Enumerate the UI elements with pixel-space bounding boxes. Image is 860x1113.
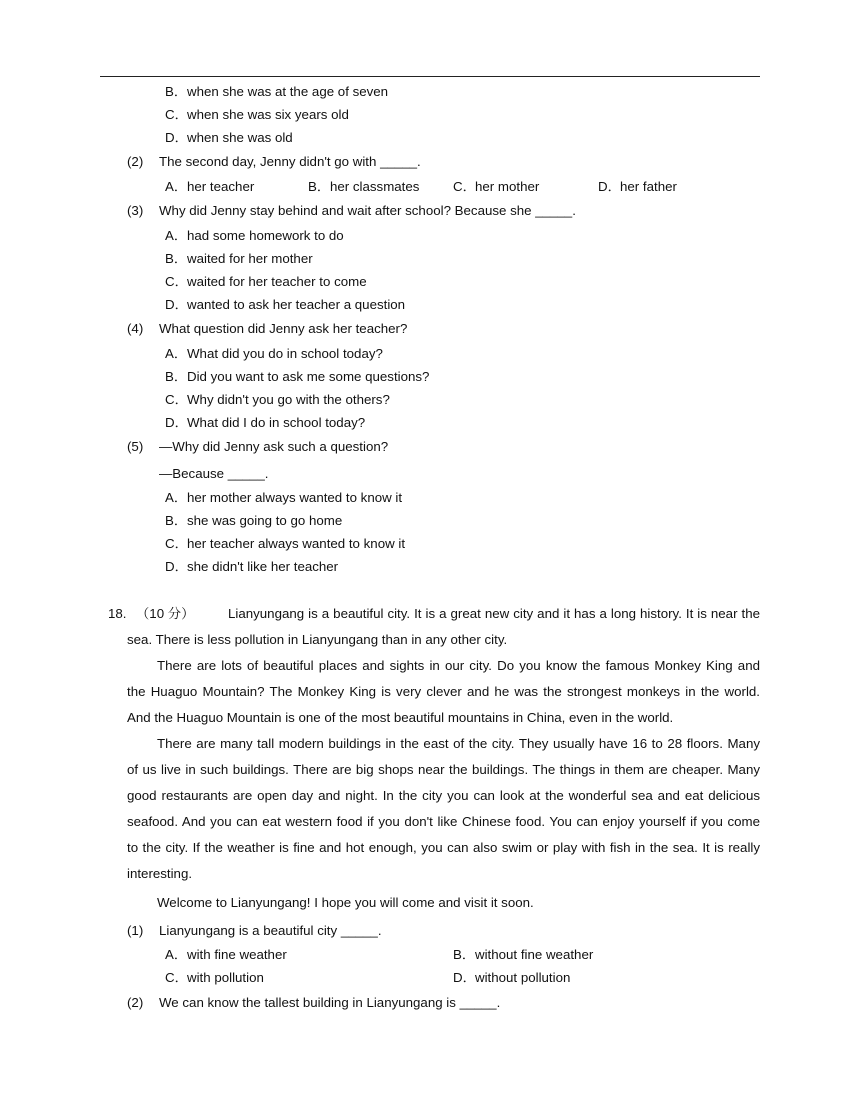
option-c[interactable]: C．when she was six years old <box>165 107 349 122</box>
question-18-number: 18. <box>108 606 127 621</box>
question-number: (2) <box>127 995 144 1010</box>
option-b[interactable]: B．when she was at the age of seven <box>165 84 389 99</box>
passage-paragraph-1-rest: sea. There is less pollution in Lianyungang than in any other city. <box>127 632 508 647</box>
option-d[interactable]: D．without pollution <box>453 970 571 985</box>
question-number: (1) <box>127 923 144 938</box>
passage-paragraph-1-first: Lianyungang is a beautiful city. It is a great new city and it has a long history. It is near the <box>228 606 760 621</box>
question-stem: Lianyungang is a beautiful city _____. <box>159 923 382 938</box>
option-a[interactable]: A．had some homework to do <box>165 228 344 243</box>
question-stem: —Why did Jenny ask such a question? <box>159 439 389 454</box>
passage-paragraph-2: There are lots of beautiful places and sights in our city. Do you know the famous Monkey King and the Huaguo Mountain? The Monkey King is very clever and he was the strongest monkeys in the world. And the Huaguo Mountain is one of the most beautiful mountains in China, even in the world. <box>127 658 760 725</box>
option-c[interactable]: C．Why didn't you go with the others? <box>165 392 390 407</box>
option-c[interactable]: C．her teacher always wanted to know it <box>165 536 406 551</box>
option-d[interactable]: D．wanted to ask her teacher a question <box>165 297 406 312</box>
question-stem-answer: —Because _____. <box>159 466 269 481</box>
header-rule <box>100 76 760 77</box>
question-18-score: （10 分） <box>136 606 195 621</box>
option-a[interactable]: A．her mother always wanted to know it <box>165 490 403 505</box>
option-b[interactable]: B．waited for her mother <box>165 251 313 266</box>
option-c[interactable]: C．waited for her teacher to come <box>165 274 367 289</box>
question-number: (2) <box>127 154 144 169</box>
option-b[interactable]: B．Did you want to ask me some questions? <box>165 369 430 384</box>
question-number: (5) <box>127 439 144 454</box>
passage-paragraph-4: Welcome to Lianyungang! I hope you will come and visit it soon. <box>157 895 534 910</box>
question-stem: We can know the tallest building in Lianyungang is _____. <box>159 995 501 1010</box>
option-a[interactable]: A．What did you do in school today? <box>165 346 383 361</box>
question-stem: The second day, Jenny didn't go with _____. <box>159 154 421 169</box>
question-stem: Why did Jenny stay behind and wait after school? Because she _____. <box>159 203 576 218</box>
option-c[interactable]: C．with pollution <box>165 970 264 985</box>
option-d[interactable]: D．when she was old <box>165 130 293 145</box>
question-stem: What question did Jenny ask her teacher? <box>159 321 408 336</box>
option-b[interactable]: B．without fine weather <box>453 947 594 962</box>
passage-paragraph-3: There are many tall modern buildings in the east of the city. They usually have 16 to 28 floors. Many of us live in such buildings. There are big shops near the buildings. The things in them are cheaper. Many good restaurants are open day and night. In the city you can look at the wonderful sea and eat delicious seafood. And you can eat western food if you don't like Chinese food. You can enjoy yourself if you come to the city. If the weather is fine and hot enough, you can also swim or play with fish in the sea. It is really interesting. <box>127 736 760 881</box>
option-d[interactable]: D．her father <box>598 179 677 194</box>
option-a[interactable]: A．with fine weather <box>165 947 287 962</box>
option-c[interactable]: C．her mother <box>453 179 540 194</box>
option-b[interactable]: B．she was going to go home <box>165 513 343 528</box>
option-d[interactable]: D．she didn't like her teacher <box>165 559 339 574</box>
option-b[interactable]: B．her classmates <box>308 179 420 194</box>
question-number: (4) <box>127 321 144 336</box>
option-a[interactable]: A．her teacher <box>165 179 255 194</box>
question-number: (3) <box>127 203 144 218</box>
option-d[interactable]: D．What did I do in school today? <box>165 415 366 430</box>
